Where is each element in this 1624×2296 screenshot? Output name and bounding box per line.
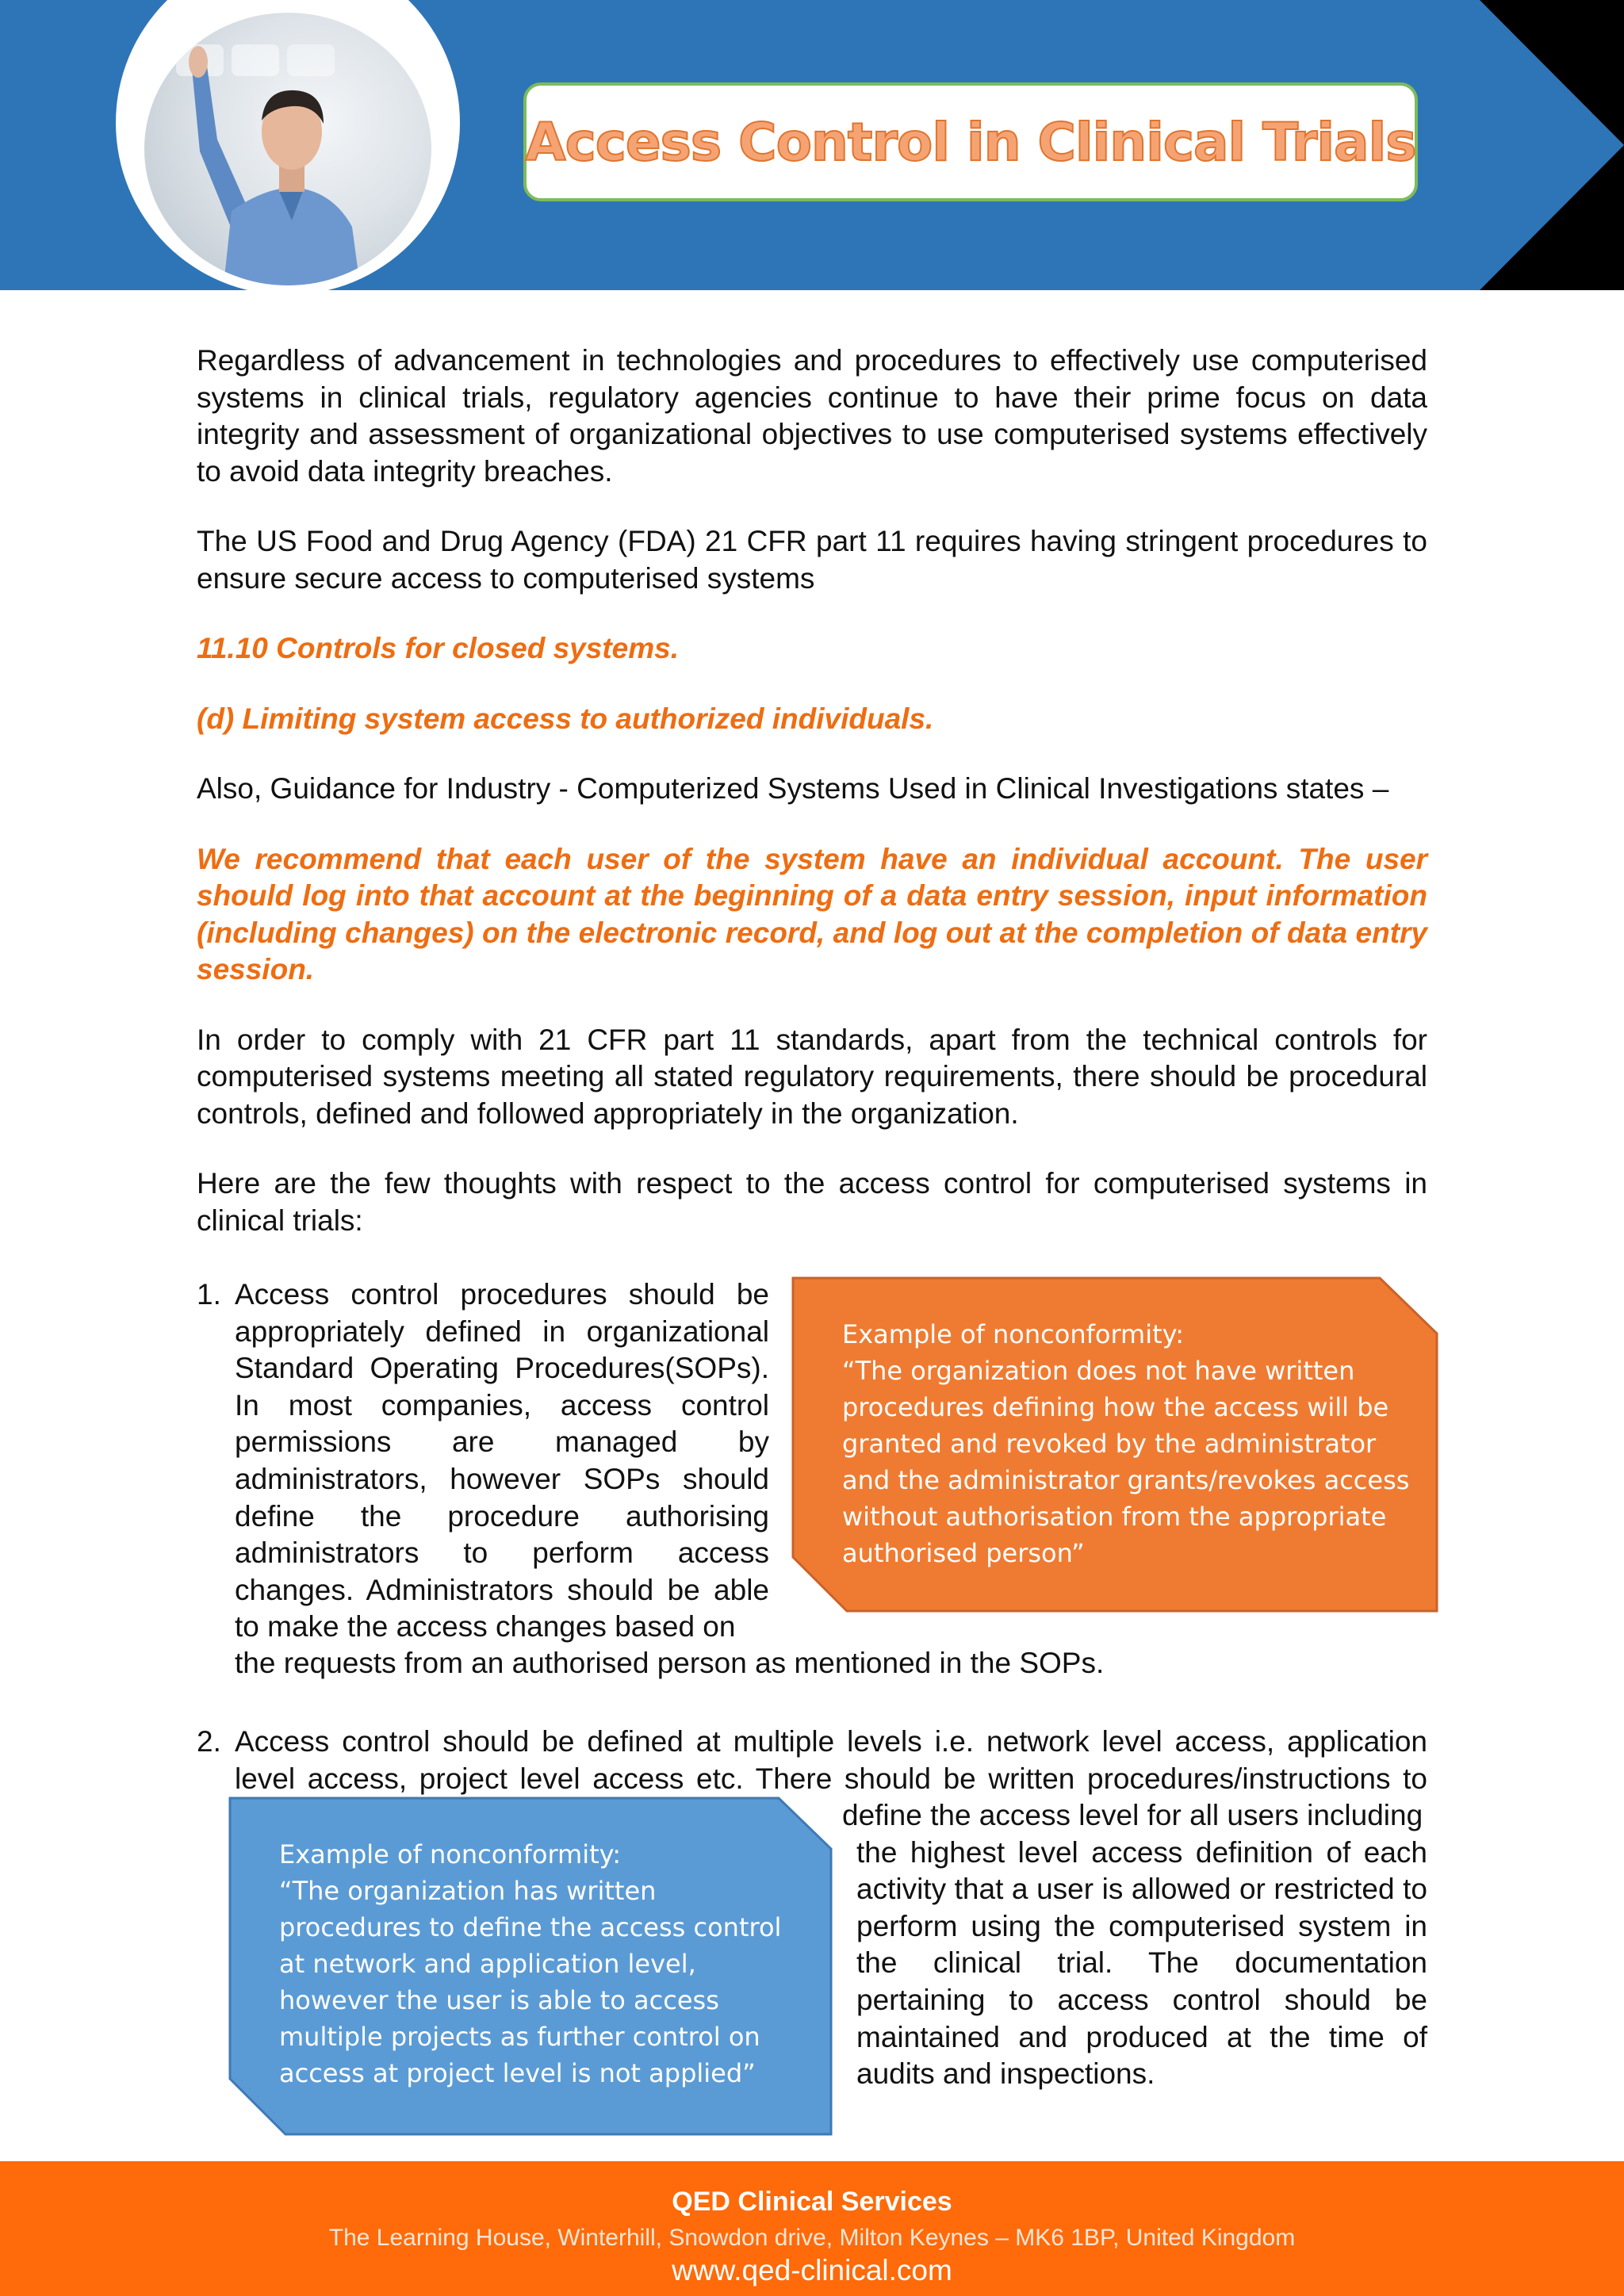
intro-paragraph-4: Here are the few thoughts with respect to the access control for computerised systems in clinical trials:: [197, 1167, 1427, 1237]
header-arrow-shape: [1477, 0, 1624, 290]
callout-orange-heading: Example of nonconformity:: [842, 1319, 1185, 1349]
guidance-quote: We recommend that each user of the system have an individual account. The user should log into that account at the beginning of a data entry session, input information (including changes) on the electronic record, and log out at the completion of data entry session.: [197, 842, 1427, 985]
footer: [0, 2161, 1624, 2296]
article-body: [197, 342, 1427, 1272]
callout-orange-body: “The organization does not have written procedures defining how the access will be granted and revoked by the administrator and the administrator grants/revokes access without authorisation from the appropriate authorised person”: [842, 1356, 1410, 1568]
guidance-intro: Also, Guidance for Industry - Computerized Systems Used in Clinical Investigations states –: [197, 772, 1389, 805]
list-item-2-text-top: Access control should be defined at multiple levels i.e. network level access, application level access, project level access etc. There should be written procedures/instructions to: [235, 1725, 1427, 1795]
list-item-2-text-right: [842, 1797, 1427, 2093]
cfr-item: (d) Limiting system access to authorized individuals.: [197, 702, 934, 735]
list-number-1: 1.: [197, 1278, 221, 1311]
footer-address: The Learning House, Winterhill, Snowdon drive, Milton Keynes – MK6 1BP, United Kingdom: [328, 2225, 1296, 2251]
header-portrait-image: [144, 13, 431, 285]
intro-paragraph-1: Regardless of advancement in technologies and procedures to effectively use computerised systems in clinical trials, regulatory agencies continue to have their prime focus on data integrity and assessment of organizational objectives to use computerised systems effectively to avoid data integrity breaches.: [197, 344, 1427, 488]
list-number-2: 2.: [197, 1725, 221, 1758]
footer-company-name: QED Clinical Services: [672, 2187, 952, 2217]
cfr-heading: 11.10 Controls for closed systems.: [197, 632, 679, 664]
callout-blue: [228, 1797, 833, 2136]
list-item-1-text: Access control procedures should be appropriately defined in organizational Standard Operating Procedures(SOPs). In most companies, access control permissions are managed by administrators, however SOPs should define the procedure authorising administrators to perform access changes. Administrators should be able to make the access changes based on: [235, 1278, 769, 1644]
list-item-1-tail: the requests from an authorised person as mentioned in the SOPs.: [235, 1647, 1105, 1679]
callout-orange: [791, 1276, 1438, 1613]
list-item-2-right-body: the highest level access definition of each activity that a user is allowed or restricted to perform using the computerised system in the clinical trial. The documentation pertaining to access control should be maintained and produced at the time of audits and inspections.: [856, 1835, 1427, 2091]
footer-website-link[interactable]: www.qed-clinical.com: [672, 2254, 952, 2286]
title-box: [523, 82, 1418, 201]
callout-blue-heading: Example of nonconformity:: [279, 1839, 622, 1869]
page-title: Access Control in Clinical Trials: [525, 111, 1416, 173]
intro-paragraph-3: In order to comply with 21 CFR part 11 standards, apart from the technical controls for computerised systems meeting all stated regulatory requirements, there should be procedural controls, defined and followed appropriately in the organization.: [197, 1023, 1427, 1130]
list-item-2-right-first-line: define the access level for all users including: [842, 1799, 1423, 1831]
intro-paragraph-2: The US Food and Drug Agency (FDA) 21 CFR part 11 requires having stringent procedures to ensure secure access to computerised systems: [197, 525, 1427, 595]
callout-blue-body: “The organization has written procedures to define the access control at network and application level, however the user is able to access multiple projects as further control on access at project level is not applied”: [279, 1876, 782, 2088]
